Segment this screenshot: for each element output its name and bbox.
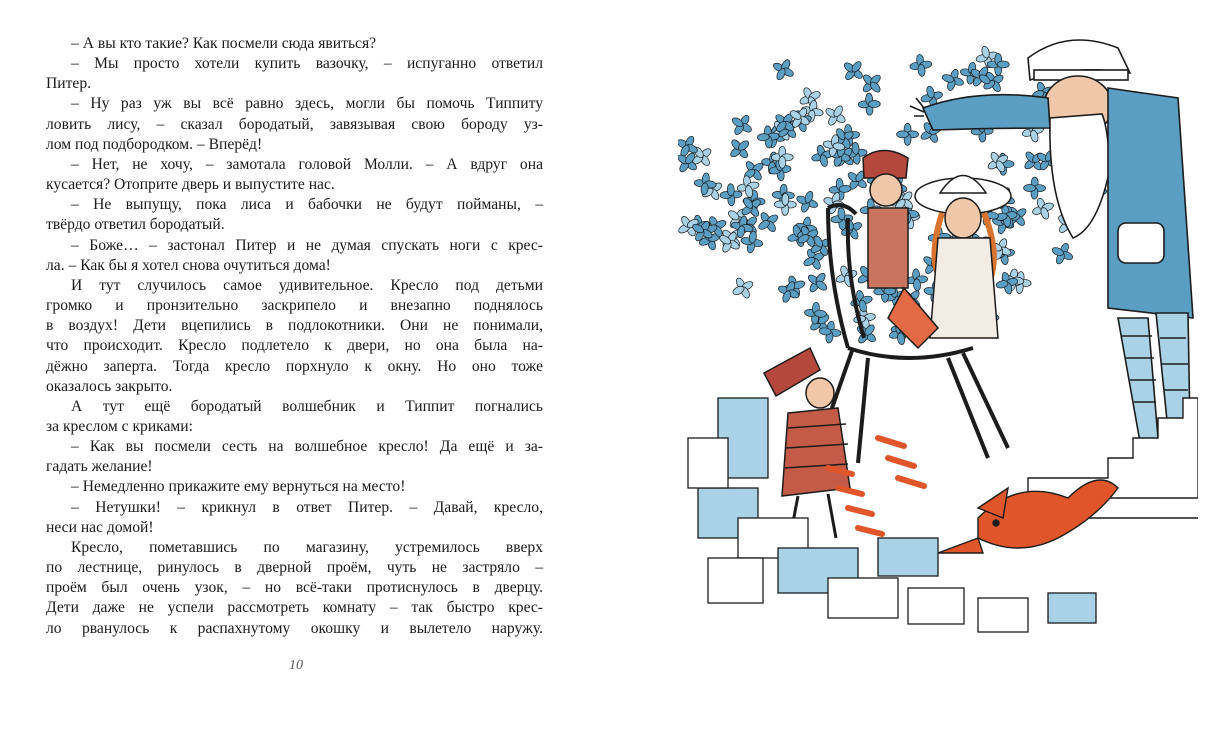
text-line: И тут случилось самое удивительное. Кресло под детьми [71,276,543,294]
text-line: – Нет, не хочу, – замотала головой Молли. – А вдруг она [71,155,543,173]
tippit-figure [764,348,850,538]
text-line: неси нас домой! [46,518,154,536]
text-line: Питер. [46,75,92,93]
text-line: дёжно заперта. Тогда кресло порхнуло к окну. Но оно тоже [46,357,543,375]
text-line: ло рванулось к распахнутому окошку и вылетело наружу. [46,619,543,637]
flower-petal [732,277,755,300]
text-line: – Как вы посмели сесть на волшебное кресло! Да ещё и за- [71,438,543,456]
text-line: твёрдо ответил бородатый. [46,216,225,234]
text-line: за креслом с криками: [46,417,193,435]
flower-petal [796,190,819,213]
text-line: ловить лису, – сказал бородатый, завязывая свою бороду уз- [46,115,543,133]
flower-petal [729,138,750,159]
flower-petal [835,265,858,288]
text-line: – Немедленно прикажите ему вернуться на место! [71,478,406,496]
flower-petal [1031,197,1054,220]
text-line: – Мы просто хотели купить вазочку, – испуганно ответил [71,55,543,73]
text-line: – Нетушки! – крикнул в ответ Питер. – Давай, кресло, [71,498,543,516]
flower-petal [757,211,779,233]
flower-petal [843,60,865,82]
book-illustration-icon [678,18,1198,658]
page-number: 10 [289,658,303,673]
flower-petal [807,272,829,294]
text-line: – Ну раз уж вы всё равно здесь, могли бы помочь Типпиту [71,95,543,113]
text-line: громко и пронзительно заскрипело и внезапно поднялось [46,297,543,315]
text-line: в воздух! Дети вцепились в подлокотники. Они не понимали, [46,317,543,335]
text-line: – Не выпущу, пока лиса и бабочки не будут пойманы, – [71,196,543,214]
story-text [46,34,543,639]
text-line: – А вы кто такие? Как посмели сюда явиться? [71,35,377,52]
flower-petal [858,93,880,115]
flower-petal [1024,177,1046,199]
flower-petal [897,123,919,145]
text-line: ла. – Как бы я хотел снова очутиться дома! [46,256,331,274]
left-page [46,34,543,639]
flower-petal [861,73,882,94]
text-line: Кресло, пометавшись по магазину, устремилось вверх [71,538,543,556]
children-figures [863,151,1011,349]
text-line: проём был очень узок, – но всё-таки протиснулось в дверцу. [46,579,543,597]
text-line: – Боже… – застонал Питер и не думая спускать ноги с крес- [71,236,543,254]
flower-petal [772,58,795,81]
flower-petal [824,104,846,126]
flower-petal [731,114,753,136]
text-line: гадать желание! [46,458,153,476]
text-line: кусается? Отоприте дверь и выпустите нас. [46,176,335,194]
text-line: Дети даже не успели рассмотреть комнату – так быстро крес- [46,599,543,617]
illustration-svg [678,18,1198,658]
text-line: по лестнице, ринулось в дверной проём, чуть не застряло – [46,559,543,577]
text-line: оказалось закрыто. [46,377,173,395]
flower-petal [1051,242,1074,265]
flower-petal [909,54,932,77]
text-line: что происходит. Кресло подлетело к двери, но она была на- [46,337,543,355]
text-line: А тут ещё бородатый волшебник и Типпит погнались [71,397,543,415]
text-line: лом под подбородком. – Вперёд! [46,135,263,153]
